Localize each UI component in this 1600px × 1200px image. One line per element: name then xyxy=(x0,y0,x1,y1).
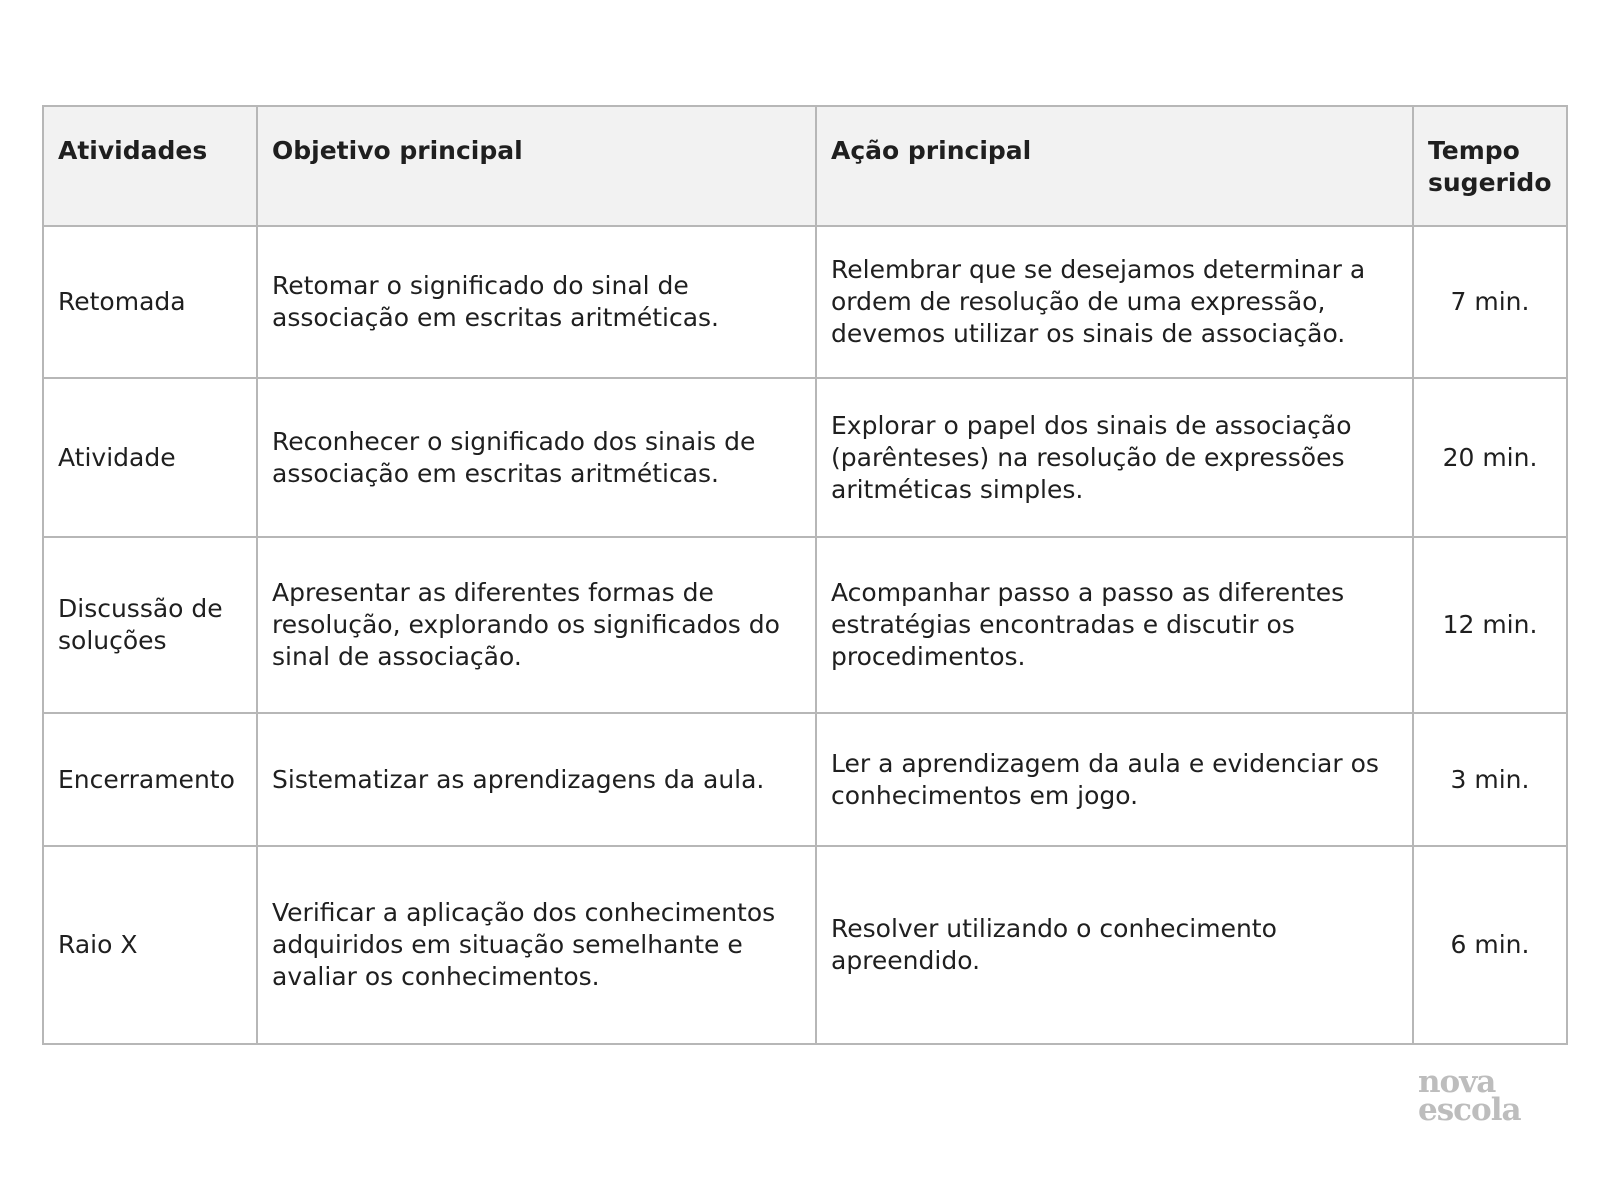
logo-line-nova: nova xyxy=(1418,1064,1496,1100)
table-row xyxy=(43,713,1567,846)
cell-acao: Relembrar que se desejamos determinar a ordem de resolução de uma expressão, devemos utilizar os sinais de associação. xyxy=(816,226,1413,378)
cell-atividade: Discussão de soluções xyxy=(43,537,257,713)
header-acao-principal: Ação principal xyxy=(816,106,1413,226)
cell-objetivo: Sistematizar as aprendizagens da aula. xyxy=(257,713,816,846)
cell-objetivo: Apresentar as diferentes formas de resolução, explorando os significados do sinal de associação. xyxy=(257,537,816,713)
header-tempo-sugerido: Tempo sugerido xyxy=(1413,106,1567,226)
cell-tempo: 6 min. xyxy=(1413,846,1567,1044)
cell-objetivo: Reconhecer o significado dos sinais de associação em escritas aritméticas. xyxy=(257,378,816,537)
header-atividades: Atividades xyxy=(43,106,257,226)
lesson-plan-table xyxy=(42,105,1568,1045)
cell-objetivo: Retomar o significado do sinal de associação em escritas aritméticas. xyxy=(257,226,816,378)
cell-atividade: Raio X xyxy=(43,846,257,1044)
cell-acao: Ler a aprendizagem da aula e evidenciar os conhecimentos em jogo. xyxy=(816,713,1413,846)
logo-line-escola: escola xyxy=(1418,1092,1521,1128)
table-row xyxy=(43,537,1567,713)
cell-tempo: 20 min. xyxy=(1413,378,1567,537)
cell-tempo: 3 min. xyxy=(1413,713,1567,846)
cell-atividade: Retomada xyxy=(43,226,257,378)
table-row xyxy=(43,378,1567,537)
cell-acao: Acompanhar passo a passo as diferentes estratégias encontradas e discutir os procedimentos. xyxy=(816,537,1413,713)
table-header-row xyxy=(43,106,1567,226)
cell-objetivo: Verificar a aplicação dos conhecimentos adquiridos em situação semelhante e avaliar os conhecimentos. xyxy=(257,846,816,1044)
table-row xyxy=(43,846,1567,1044)
nova-escola-logo xyxy=(1418,1064,1521,1128)
cell-atividade: Atividade xyxy=(43,378,257,537)
cell-atividade: Encerramento xyxy=(43,713,257,846)
table-row xyxy=(43,226,1567,378)
header-objetivo-principal: Objetivo principal xyxy=(257,106,816,226)
cell-tempo: 7 min. xyxy=(1413,226,1567,378)
cell-acao: Resolver utilizando o conhecimento apreendido. xyxy=(816,846,1413,1044)
cell-acao: Explorar o papel dos sinais de associação (parênteses) na resolução de expressões aritméticas simples. xyxy=(816,378,1413,537)
cell-tempo: 12 min. xyxy=(1413,537,1567,713)
